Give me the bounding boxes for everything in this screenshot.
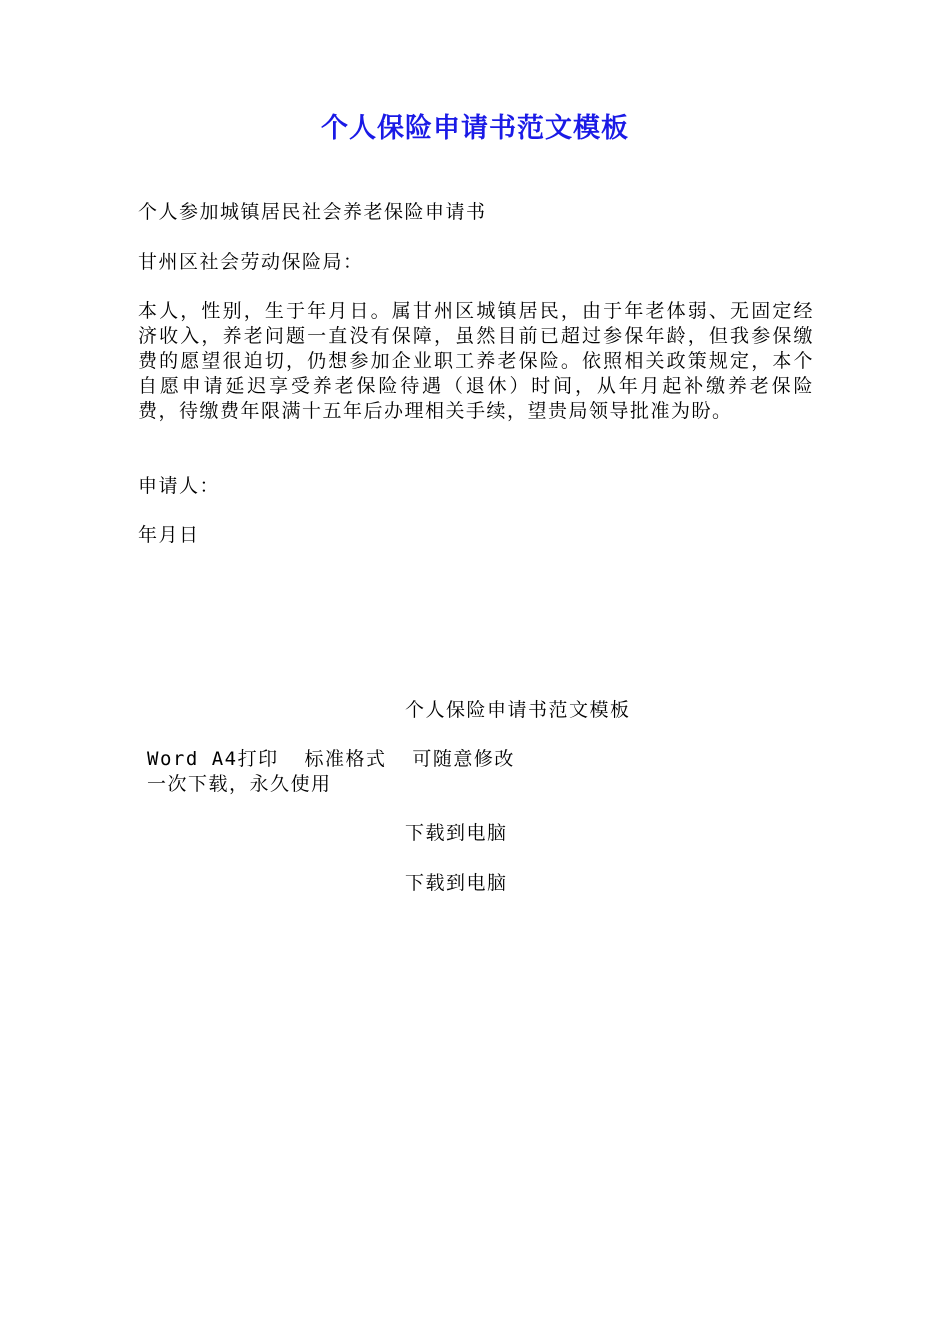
footer-title: 个人保险申请书范文模板	[405, 699, 631, 721]
letter-subtitle: 个人参加城镇居民社会养老保险申请书	[138, 201, 487, 223]
document-title: 个人保险申请书范文模板	[321, 113, 629, 144]
footer-features: Word A4打印 标准格式 可随意修改	[147, 748, 515, 770]
letter-body: 本人，性别，生于年月日。属甘州区城镇居民，由于年老体弱、无固定经济收入，养老问题一直没有保障，虽然目前已超过参保年龄，但我参保缴费的愿望很迫切，仍想参加企业职工养老保险。依照相关政策规定，本个自愿申请延迟享受养老保险待遇（退休）时间，从年月起补缴养老保险费，待缴费年限满十五年后办理相关手续，望贵局领导批准为盼。	[138, 300, 814, 422]
applicant-label: 申请人：	[138, 475, 221, 497]
download-link-2[interactable]: 下载到电脑	[405, 872, 508, 894]
download-link-1[interactable]: 下载到电脑	[405, 822, 508, 844]
date-label: 年月日	[138, 524, 200, 546]
letter-recipient: 甘州区社会劳动保险局：	[138, 251, 364, 273]
footer-usage: 一次下载，永久使用	[147, 773, 332, 795]
